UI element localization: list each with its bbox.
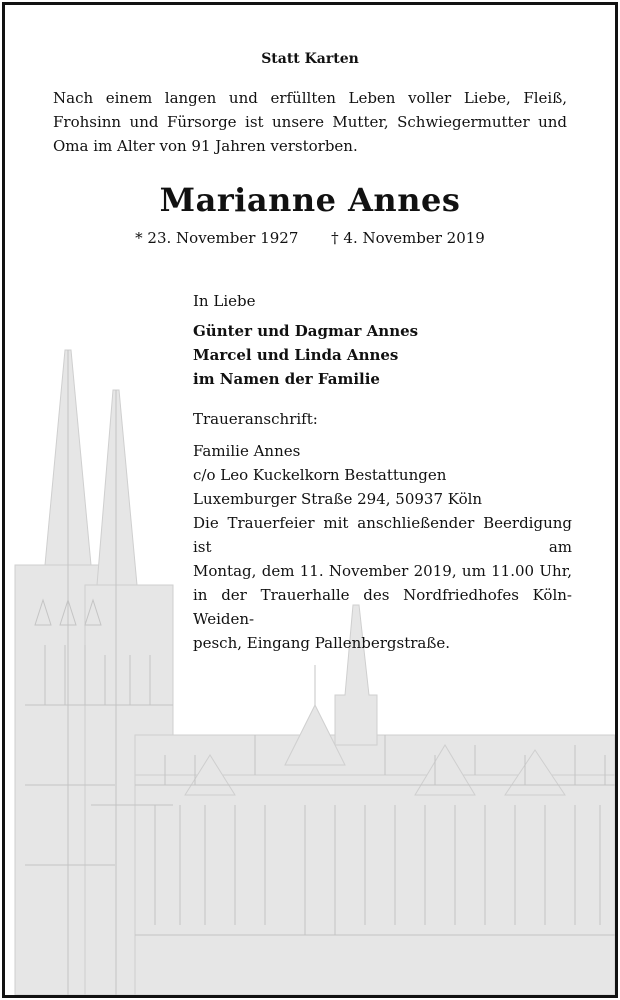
signatory-line: Günter und Dagmar Annes — [193, 322, 419, 340]
death-date: † 4. November 2019 — [331, 229, 485, 247]
address-label: Traueranschrift: — [193, 410, 318, 428]
service-line: Die Trauerfeier mit anschließender Beerdigung ist am — [193, 514, 572, 556]
deceased-name: Marianne Annes — [159, 181, 461, 219]
address-line: c/o Leo Kuckelkorn Bestattungen — [193, 466, 447, 484]
address — [193, 439, 482, 511]
address-line: Familie Annes — [193, 442, 301, 460]
intro-text: Nach einem langen und erfüllten Leben voller Liebe, Fleiß, Frohsinn und Fürsorge ist unsere Mutter, Schwiegermutter und Oma im Alter von 91 Jahren verstorben. — [53, 89, 567, 155]
address-line: Luxemburger Straße 294, 50937 Köln — [193, 490, 483, 508]
signatories — [193, 319, 418, 391]
closing-phrase: In Liebe — [193, 292, 256, 310]
signatory-line: Marcel und Linda Annes — [193, 346, 399, 364]
header-statt-karten: Statt Karten — [261, 51, 359, 67]
service-line: in der Trauerhalle des Nordfriedhofes Köln-Weiden- — [193, 586, 572, 628]
life-dates — [5, 229, 615, 247]
obituary-frame — [2, 2, 618, 998]
signatory-line: im Namen der Familie — [193, 370, 380, 388]
birth-date: * 23. November 1927 — [135, 229, 299, 247]
service-info — [193, 511, 572, 655]
service-line: Montag, dem 11. November 2019, um 11.00 Uhr, — [193, 562, 572, 580]
service-line: pesch, Eingang Pallenbergstraße. — [193, 634, 451, 652]
